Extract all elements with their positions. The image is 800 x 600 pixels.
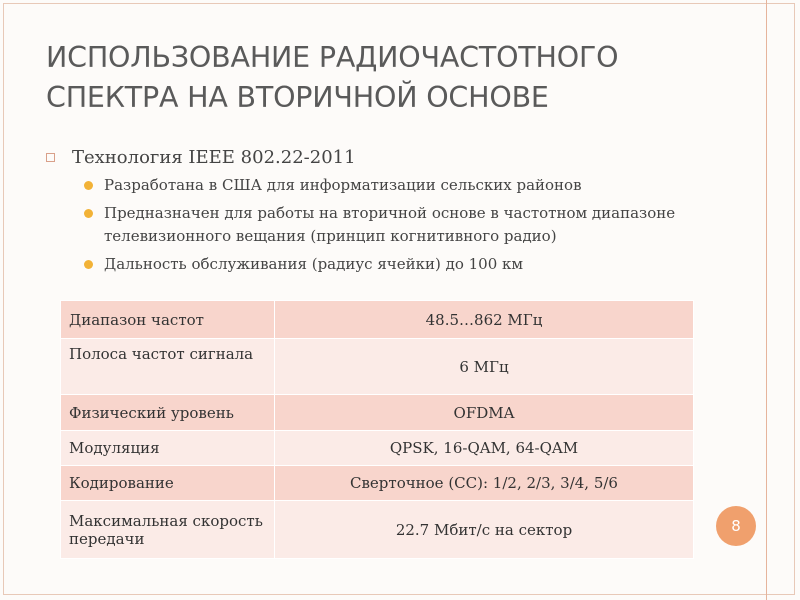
sub-bullet-item: [84, 202, 724, 248]
table-value-cell: QPSK, 16-QAM, 64-QAM: [275, 431, 694, 466]
table-value-cell: 22.7 Мбит/с на сектор: [275, 501, 694, 559]
sub-bullet-text: Предназначен для работы на вторичной основе в частотном диапазоне телевизионного вещания (принцип когнитивного радио): [104, 204, 676, 245]
circle-bullet-icon: [84, 209, 93, 218]
table-row: [61, 339, 694, 395]
sub-bullet-text: Разработана в США для информатизации сельских районов: [104, 176, 582, 194]
sub-bullet-item: [84, 253, 724, 276]
page-number-badge: 8: [716, 506, 756, 546]
table-value-cell: 48.5…862 МГц: [275, 301, 694, 339]
table-value-cell: 6 МГц: [275, 339, 694, 395]
main-bullet-text: Технология IEEE 802.22-2011: [72, 147, 356, 168]
slide-title: [46, 38, 746, 118]
table-key-cell: Модуляция: [61, 431, 275, 466]
title-line-2: СПЕКТРА НА ВТОРИЧНОЙ ОСНОВЕ: [46, 81, 549, 114]
table-key-cell: Полоса частот сигнала: [61, 339, 275, 395]
table-row: [61, 466, 694, 501]
circle-bullet-icon: [84, 260, 93, 269]
title-line-1: ИСПОЛЬЗОВАНИЕ РАДИОЧАСТОТНОГО: [46, 41, 619, 74]
sub-bullet-item: [84, 174, 724, 197]
table-key-cell: Физический уровень: [61, 395, 275, 431]
table-key-cell: Максимальная скорость передачи: [61, 501, 275, 559]
table-value-cell: OFDMA: [275, 395, 694, 431]
circle-bullet-icon: [84, 181, 93, 190]
table-key-cell: Кодирование: [61, 466, 275, 501]
sub-bullet-list: [84, 174, 724, 281]
table-value-cell: Сверточное (CC): 1/2, 2/3, 3/4, 5/6: [275, 466, 694, 501]
table-row: [61, 501, 694, 559]
square-bullet-icon: [46, 153, 55, 162]
table-row: [61, 431, 694, 466]
decorative-vertical-line: [766, 0, 767, 600]
table-row: [61, 301, 694, 339]
table-row: [61, 395, 694, 431]
table-key-cell: Диапазон частот: [61, 301, 275, 339]
spec-table: [60, 300, 694, 559]
sub-bullet-text: Дальность обслуживания (радиус ячейки) до 100 км: [104, 255, 524, 273]
